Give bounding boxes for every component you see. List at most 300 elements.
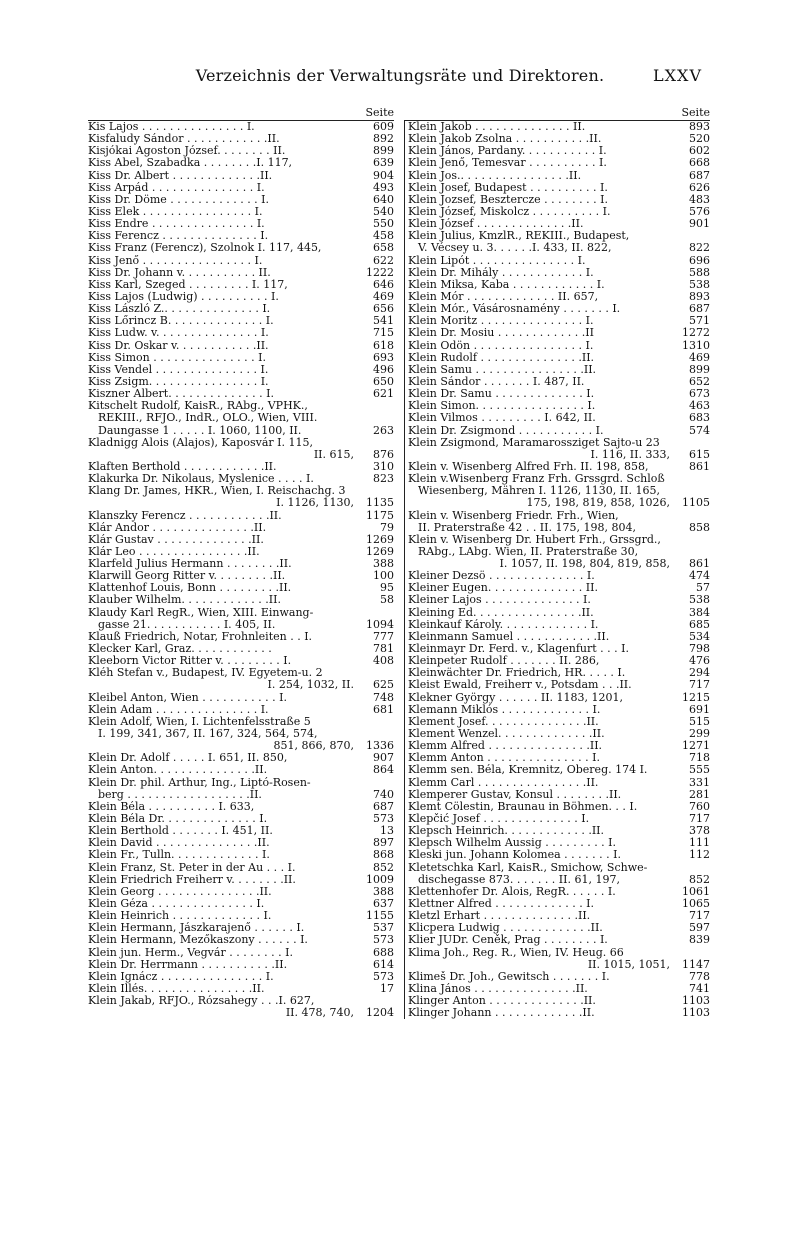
index-entry — [88, 704, 394, 716]
entry-page-number: 626 — [689, 181, 710, 194]
index-entry — [408, 1007, 710, 1019]
entry-text: Klicpera Ludwig . . . . . . . . . . . . .II. — [408, 922, 603, 935]
entry-page-number: 537 — [373, 922, 394, 935]
entry-text: Kiss Endre . . . . . . . . . . . . . . . I. — [88, 218, 265, 231]
index-entry — [88, 157, 394, 169]
entry-page-number: 112 — [689, 849, 710, 862]
index-entry — [88, 315, 394, 327]
entry-text: Klein József . . . . . . . . . . . . . .II. — [408, 218, 584, 231]
index-entry — [408, 898, 710, 910]
entry-text: Klemm Carl . . . . . . . . . . . . . . . .II. — [408, 776, 599, 789]
index-entry — [408, 510, 710, 522]
entry-page-number: 520 — [689, 133, 710, 146]
index-entry — [408, 692, 710, 704]
entry-page-number: 683 — [689, 412, 710, 425]
index-entry — [88, 849, 394, 861]
entry-page-number: 458 — [373, 230, 394, 243]
entry-page-number: 469 — [689, 351, 710, 364]
index-entry — [88, 764, 394, 776]
index-entry — [408, 121, 710, 133]
entry-text: II. 478, 740, — [285, 1007, 354, 1020]
entry-page-number: 538 — [689, 594, 710, 607]
entry-page-number: 281 — [689, 788, 710, 801]
index-entry — [88, 255, 394, 267]
entry-page-number: 534 — [689, 630, 710, 643]
index-entry — [88, 959, 394, 971]
entry-text: Klauber Wilhelm. . . . . . . . . . . . .II. — [88, 594, 281, 607]
entry-text: gasse 21. . . . . . . . . . . I. 405, II. — [98, 618, 276, 631]
entry-page-number: 892 — [373, 133, 394, 146]
entry-page-number: 717 — [689, 679, 710, 692]
entry-page-number: 893 — [689, 121, 710, 133]
entry-page-number: 310 — [373, 460, 394, 473]
entry-page-number: 625 — [373, 679, 394, 692]
index-entry — [408, 607, 710, 619]
entry-page-number: 573 — [373, 970, 394, 983]
index-entry — [408, 485, 710, 497]
index-entry — [88, 728, 394, 740]
index-entry — [88, 667, 394, 679]
entry-page-number: 823 — [373, 473, 394, 486]
index-entry — [88, 582, 394, 594]
entry-page-number: 263 — [373, 424, 394, 437]
entry-page-number: 691 — [689, 703, 710, 716]
index-entry — [88, 922, 394, 934]
index-entry — [88, 400, 394, 412]
entry-page-number: 1175 — [366, 509, 394, 522]
index-entry — [408, 182, 710, 194]
entry-page-number: 618 — [373, 339, 394, 352]
seite-label: Seite — [365, 106, 394, 119]
index-entry — [88, 449, 394, 461]
index-entry — [408, 643, 710, 655]
index-entry — [88, 740, 394, 752]
index-entry — [88, 170, 394, 182]
entry-text: Klein Josef, Budapest . . . . . . . . . . I. — [408, 181, 608, 194]
entry-text: Klein Franz, St. Peter in der Au . . . I. — [88, 861, 296, 874]
index-entry — [88, 679, 394, 691]
index-entry — [88, 886, 394, 898]
index-entry — [88, 947, 394, 959]
entry-text: Klekner György . . . . . . II. 1183, 1201, — [408, 691, 624, 704]
entry-text: Kisjókai Agoston József. . . . . . . . II. — [88, 145, 286, 158]
entry-text: Klein Moritz . . . . . . . . . . . . . . . I. — [408, 315, 594, 328]
entry-text: Klein Jakab, RFJO., Rózsahegy . . .I. 627, — [88, 995, 315, 1008]
entry-text: Klaudy Karl RegR., Wien, XIII. Einwang- — [88, 606, 314, 619]
entry-text: Klein Géza . . . . . . . . . . . . . . . I. — [88, 898, 265, 910]
entry-text: Klein Béla . . . . . . . . . . I. 633, — [88, 800, 255, 813]
index-entry — [408, 291, 710, 303]
index-entry — [88, 182, 394, 194]
index-entry — [408, 534, 710, 546]
entry-text: Kletzl Erhart . . . . . . . . . . . . . .II. — [408, 910, 591, 923]
entry-text: Klemperer Gustav, Konsul . . . . . . . .II. — [408, 788, 622, 801]
entry-text: Klemt Cölestin, Braunau in Böhmen. . . I. — [408, 800, 638, 813]
entry-page-number: 496 — [373, 363, 394, 376]
entry-page-number: 907 — [373, 752, 394, 765]
entry-text: Kiss Lajos (Ludwig) . . . . . . . . . . I. — [88, 290, 279, 303]
index-entry — [408, 352, 710, 364]
entry-page-number: 331 — [689, 776, 710, 789]
entry-text: Klein Ödön . . . . . . . . . . . . . . . . I. — [408, 339, 594, 352]
entry-page-number: 573 — [373, 934, 394, 947]
entry-page-number: 378 — [689, 825, 710, 838]
entry-text: I. 1126, 1130, — [276, 497, 354, 510]
index-entry — [408, 497, 710, 509]
entry-text: Kiss Ludw. v. . . . . . . . . . . . . . . I. — [88, 327, 269, 340]
entry-page-number: 777 — [373, 630, 394, 643]
entry-text: dischegasse 873. . . . . . . II. 61, 197, — [418, 873, 620, 886]
index-entry — [408, 704, 710, 716]
index-entry — [408, 582, 710, 594]
entry-text: Klein v. Wisenberg Dr. Hubert Frh., Grssgrd., — [408, 533, 661, 546]
index-entry — [88, 983, 394, 995]
entry-page-number: 1272 — [682, 327, 710, 340]
index-entry — [408, 837, 710, 849]
index-entry — [408, 242, 710, 254]
index-entry — [408, 255, 710, 267]
entry-text: Klepčić Josef . . . . . . . . . . . . . . I. — [408, 813, 590, 826]
index-entry — [88, 145, 394, 157]
index-entry — [88, 1007, 394, 1019]
entry-list — [404, 120, 710, 1019]
index-entry — [88, 862, 394, 874]
index-entry — [88, 206, 394, 218]
index-entry — [88, 376, 394, 388]
entry-page-number: 602 — [689, 145, 710, 158]
entry-page-number: 839 — [689, 934, 710, 947]
entry-text: Klein Simon. . . . . . . . . . . . . . . . I. — [408, 400, 596, 413]
entry-page-number: 463 — [689, 400, 710, 413]
entry-text: Klauß Friedrich, Notar, Frohnleiten . . I. — [88, 630, 313, 643]
page-number: LXXV — [653, 66, 702, 85]
index-entry — [88, 303, 394, 315]
entry-page-number: 79 — [380, 521, 394, 534]
entry-page-number: 688 — [373, 946, 394, 959]
index-entry — [408, 752, 710, 764]
entry-text: Klein János, Pardany. . . . . . . . . . . I. — [408, 145, 607, 158]
entry-page-number: 861 — [689, 460, 710, 473]
entry-text: Klein Dr. Mosiu . . . . . . . . . . . . .II — [408, 327, 594, 340]
index-entry — [88, 898, 394, 910]
index-entry — [88, 934, 394, 946]
entry-text: REKIII., RFJO., IndR., OLO., Wien, VIII. — [98, 412, 318, 425]
index-entry — [88, 546, 394, 558]
entry-page-number: 1310 — [682, 339, 710, 352]
entry-text: Klement Josef. . . . . . . . . . . . . . .II. — [408, 715, 599, 728]
entry-text: Klein Ignácz . . . . . . . . . . . . . . . I. — [88, 970, 274, 983]
entry-text: Kisfaludy Sándor . . . . . . . . . . . .II. — [88, 133, 280, 146]
entry-page-number: 696 — [689, 254, 710, 267]
entry-text: Klein Dr. Adolf . . . . . I. 651, II. 850, — [88, 752, 288, 765]
entry-text: Klein Jozsef, Beszterczе . . . . . . . . I. — [408, 193, 608, 206]
index-entry — [88, 340, 394, 352]
entry-page-number: 681 — [373, 703, 394, 716]
index-entry — [88, 643, 394, 655]
entry-text: Klecker Karl, Graz. . . . . . . . . . . . — [88, 643, 272, 656]
entry-text: Klarfeld Julius Hermann . . . . . . . .II. — [88, 558, 292, 571]
entry-page-number: 639 — [373, 157, 394, 170]
entry-text: Klein Dr. Samu . . . . . . . . . . . . . I. — [408, 388, 595, 401]
entry-text: Kleining Ed. . . . . . . . . . . . . . . .II. — [408, 606, 594, 619]
index-entry — [88, 364, 394, 376]
index-entry — [408, 801, 710, 813]
index-entry — [408, 133, 710, 145]
entry-page-number: 573 — [373, 813, 394, 826]
index-entry — [408, 303, 710, 315]
entry-page-number: 388 — [373, 558, 394, 571]
index-entry — [408, 922, 710, 934]
entry-text: Kiss Ábel, Szabadka . . . . . . . .I. 117, — [88, 157, 293, 170]
entry-text: Klein David . . . . . . . . . . . . . . .II. — [88, 837, 270, 850]
entry-text: berg . . . . . . . . . . . . . . . . . .II. — [98, 788, 262, 801]
entry-page-number: 1105 — [682, 497, 710, 510]
index-entry — [408, 594, 710, 606]
entry-page-number: 555 — [689, 764, 710, 777]
entry-page-number: 658 — [373, 242, 394, 255]
entry-list — [88, 120, 394, 1019]
entry-page-number: 876 — [373, 448, 394, 461]
index-entry — [88, 692, 394, 704]
entry-text: Kiss Jenő . . . . . . . . . . . . . . . . I. — [88, 254, 263, 267]
entry-text: Klanszky Ferencz . . . . . . . . . . . .II. — [88, 509, 282, 522]
entry-page-number: 1147 — [682, 958, 710, 971]
index-entry — [408, 157, 710, 169]
index-entry — [408, 449, 710, 461]
entry-text: Klein Dr. Herrmann . . . . . . . . . . .II. — [88, 958, 288, 971]
entry-page-number: 640 — [373, 193, 394, 206]
entry-page-number: 1269 — [366, 545, 394, 558]
entry-text: 175, 198, 819, 858, 1026, — [526, 497, 670, 510]
index-entry — [408, 425, 710, 437]
entry-page-number: 897 — [373, 837, 394, 850]
index-entry — [408, 934, 710, 946]
index-entry — [88, 291, 394, 303]
entry-text: Kiszner Albert. . . . . . . . . . . . . . I. — [88, 388, 274, 401]
index-entry — [408, 619, 710, 631]
entry-text: Kleiner Eugen. . . . . . . . . . . . . . II. — [408, 582, 598, 595]
entry-page-number: 868 — [373, 849, 394, 862]
index-entry — [408, 971, 710, 983]
index-entry — [408, 230, 710, 242]
entry-text: Kis Lajos . . . . . . . . . . . . . . . I. — [88, 121, 255, 133]
entry-page-number: 1103 — [682, 995, 710, 1008]
entry-page-number: 597 — [689, 922, 710, 935]
entry-text: Klein Dr. Zsigmond . . . . . . . . . . . I. — [408, 424, 604, 437]
entry-text: I. 1057, II. 198, 804, 819, 858, — [499, 558, 670, 571]
index-entry — [408, 570, 710, 582]
entry-page-number: 294 — [689, 667, 710, 680]
entry-text: Klein Friedrich Freiherr v. . . . . . . .II. — [88, 873, 296, 886]
entry-text: Kiss Lőrincz B. . . . . . . . . . . . . . I. — [88, 315, 274, 328]
entry-text: Klein Adolf, Wien, I. Lichtenfelsstraße 5 — [88, 715, 311, 728]
entry-text: Kleiner Dezsö . . . . . . . . . . . . . . I. — [408, 570, 595, 583]
entry-page-number: 687 — [689, 169, 710, 182]
entry-page-number: 1061 — [682, 885, 710, 898]
index-entry — [408, 910, 710, 922]
entry-text: Klaften Berthold . . . . . . . . . . . .II. — [88, 460, 277, 473]
entry-page-number: 540 — [373, 205, 394, 218]
entry-text: Klein Béla Dr. . . . . . . . . . . . . . I. — [88, 813, 268, 826]
entry-text: Kleski jun. Johann Kolomea . . . . . . . I. — [408, 849, 621, 862]
entry-text: V. Vécsey u. 3. . . . . .I. 433, II. 822, — [418, 242, 612, 255]
entry-text: Kiss Dr. Johann v. . . . . . . . . . . II. — [88, 266, 271, 279]
entry-page-number: 685 — [689, 618, 710, 631]
entry-text: Kleinwächter Dr. Friedrich, HR. . . . . I. — [408, 667, 626, 680]
entry-text: Kiss Dr. Oskar v. . . . . . . . . . . .II. — [88, 339, 269, 352]
index-entry — [408, 655, 710, 667]
entry-page-number: 650 — [373, 375, 394, 388]
entry-page-number: 852 — [689, 873, 710, 886]
entry-text: Klár Andor . . . . . . . . . . . . . . .II. — [88, 521, 267, 534]
index-entry — [408, 849, 710, 861]
index-entry — [408, 716, 710, 728]
entry-text: Klein Anton. . . . . . . . . . . . . . .II. — [88, 764, 268, 777]
index-entry — [408, 874, 710, 886]
index-entry — [408, 959, 710, 971]
index-entry — [408, 170, 710, 182]
index-entry — [88, 910, 394, 922]
entry-page-number: 615 — [689, 448, 710, 461]
index-entry — [88, 837, 394, 849]
entry-text: Kleibel Anton, Wien . . . . . . . . . . . I. — [88, 691, 287, 704]
index-entry — [408, 461, 710, 473]
entry-text: Klein Rudolf . . . . . . . . . . . . . . .II. — [408, 351, 595, 364]
entry-text: Kiss Ferencz . . . . . . . . . . . . . . I. — [88, 230, 269, 243]
entry-page-number: 576 — [689, 205, 710, 218]
entry-text: Kleiner Lajos . . . . . . . . . . . . . . I. — [408, 594, 591, 607]
entry-text: Kiss Dr. Döme . . . . . . . . . . . . . I. — [88, 193, 270, 206]
entry-text: Klima Joh., Reg. R., Wien, IV. Heug. 66 — [408, 946, 624, 959]
index-entry — [88, 995, 394, 1007]
index-entry — [88, 388, 394, 400]
entry-page-number: 652 — [689, 375, 710, 388]
index-entry — [408, 218, 710, 230]
index-entry — [408, 388, 710, 400]
entry-page-number: 100 — [373, 570, 394, 583]
index-entry — [408, 194, 710, 206]
index-entry — [88, 752, 394, 764]
entry-text: Kiss László Z.. . . . . . . . . . . . . . I. — [88, 303, 271, 316]
index-entry — [408, 364, 710, 376]
entry-text: Klemm Alfred . . . . . . . . . . . . . . .II. — [408, 740, 603, 753]
entry-page-number: 574 — [689, 424, 710, 437]
entry-page-number: 717 — [689, 813, 710, 826]
entry-page-number: 384 — [689, 606, 710, 619]
entry-text: Klein Dr. phil. Arthur, Ing., Liptó-Rosen- — [88, 776, 311, 789]
entry-text: Klein Fr., Tulln. . . . . . . . . . . . . I. — [88, 849, 270, 862]
entry-page-number: 1271 — [682, 740, 710, 753]
index-entry — [408, 327, 710, 339]
entry-text: Klár Leo . . . . . . . . . . . . . . . .II. — [88, 545, 260, 558]
entry-text: Klein Zsigmond, Maramarossziget Sajto-u 23 — [408, 436, 660, 449]
entry-page-number: 550 — [373, 218, 394, 231]
entry-text: II. 1015, 1051, — [587, 958, 670, 971]
entry-text: Klár Gustav . . . . . . . . . . . . . .II. — [88, 533, 264, 546]
index-entry — [408, 400, 710, 412]
entry-page-number: 904 — [373, 169, 394, 182]
index-entry — [408, 279, 710, 291]
entry-page-number: 1094 — [366, 618, 394, 631]
entry-text: I. 254, 1032, II. — [267, 679, 354, 692]
index-entry — [88, 619, 394, 631]
seite-label: Seite — [681, 106, 710, 119]
index-entry — [408, 777, 710, 789]
index-entry — [88, 594, 394, 606]
entry-text: Klettner Alfred . . . . . . . . . . . . . I. — [408, 898, 595, 910]
entry-text: Klein Miksa, Kaba . . . . . . . . . . . . I. — [408, 278, 605, 291]
entry-text: II. Praterstraße 42 . . II. 175, 198, 804, — [418, 521, 636, 534]
index-entry — [88, 558, 394, 570]
index-entry — [88, 279, 394, 291]
index-entry — [88, 716, 394, 728]
index-entry — [88, 242, 394, 254]
entry-text: Klein József, Miskolcz . . . . . . . . . . I. — [408, 205, 611, 218]
entry-text: Klemann Miklós . . . . . . . . . . . . . I. — [408, 703, 601, 716]
entry-page-number: 609 — [373, 121, 394, 133]
entry-page-number: 781 — [373, 643, 394, 656]
index-entry — [88, 801, 394, 813]
entry-page-number: 693 — [373, 351, 394, 364]
entry-text: Klinger Johann . . . . . . . . . . . . .II. — [408, 1007, 595, 1020]
entry-text: Klein Adam . . . . . . . . . . . . . . . I. — [88, 703, 269, 716]
index-column-left — [88, 106, 394, 1019]
entry-page-number: 715 — [373, 327, 394, 340]
entry-page-number: 822 — [689, 242, 710, 255]
index-entry — [408, 546, 710, 558]
index-entry — [408, 983, 710, 995]
index-entry — [88, 352, 394, 364]
entry-text: Klimeš Dr. Joh., Gewitsch . . . . . . . I. — [408, 970, 610, 983]
index-entry — [88, 874, 394, 886]
entry-text: Kiss Vendel . . . . . . . . . . . . . . . I. — [88, 363, 269, 376]
index-entry — [408, 740, 710, 752]
entry-page-number: 1065 — [682, 898, 710, 910]
entry-page-number: 778 — [689, 970, 710, 983]
entry-page-number: 483 — [689, 193, 710, 206]
index-entry — [408, 862, 710, 874]
entry-text: Kleeborn Victor Ritter v. . . . . . . . . I. — [88, 655, 292, 668]
entry-page-number: 740 — [373, 788, 394, 801]
index-entry — [408, 522, 710, 534]
entry-text: Kleinpeter Rudolf . . . . . . . II. 286, — [408, 655, 600, 668]
entry-text: Kleinmayr Dr. Ferd. v., Klagenfurt . . . I. — [408, 643, 629, 656]
entry-page-number: 58 — [380, 594, 394, 607]
entry-text: Klepsch Wilhelm Aussig . . . . . . . . . I. — [408, 837, 617, 850]
index-column-right — [404, 106, 710, 1019]
entry-text: Kleinmann Samuel . . . . . . . . . . . .II. — [408, 630, 610, 643]
index-entry — [408, 267, 710, 279]
entry-text: Klein Jakob . . . . . . . . . . . . . . II. — [408, 121, 586, 133]
entry-page-number: 741 — [689, 982, 710, 995]
index-entry — [408, 145, 710, 157]
entry-page-number: 621 — [373, 388, 394, 401]
entry-page-number: 673 — [689, 388, 710, 401]
index-entry — [88, 461, 394, 473]
index-entry — [408, 206, 710, 218]
index-entry — [408, 315, 710, 327]
entry-text: Kletetschka Karl, KaisR., Smichow, Schwe- — [408, 861, 648, 874]
index-entry — [408, 558, 710, 570]
entry-text: Klein Dr. Mihály . . . . . . . . . . . . I. — [408, 266, 594, 279]
entry-page-number: 541 — [373, 315, 394, 328]
entry-text: RAbg., LAbg. Wien, II. Praterstraße 30, — [418, 545, 639, 558]
entry-text: Kiss Dr. Albert . . . . . . . . . . . . .II. — [88, 169, 273, 182]
entry-text: Klemm Anton . . . . . . . . . . . . . . . I. — [408, 752, 600, 765]
entry-text: Klein Illés. . . . . . . . . . . . . . . .II. — [88, 982, 265, 995]
index-entry — [88, 777, 394, 789]
index-entry — [88, 218, 394, 230]
